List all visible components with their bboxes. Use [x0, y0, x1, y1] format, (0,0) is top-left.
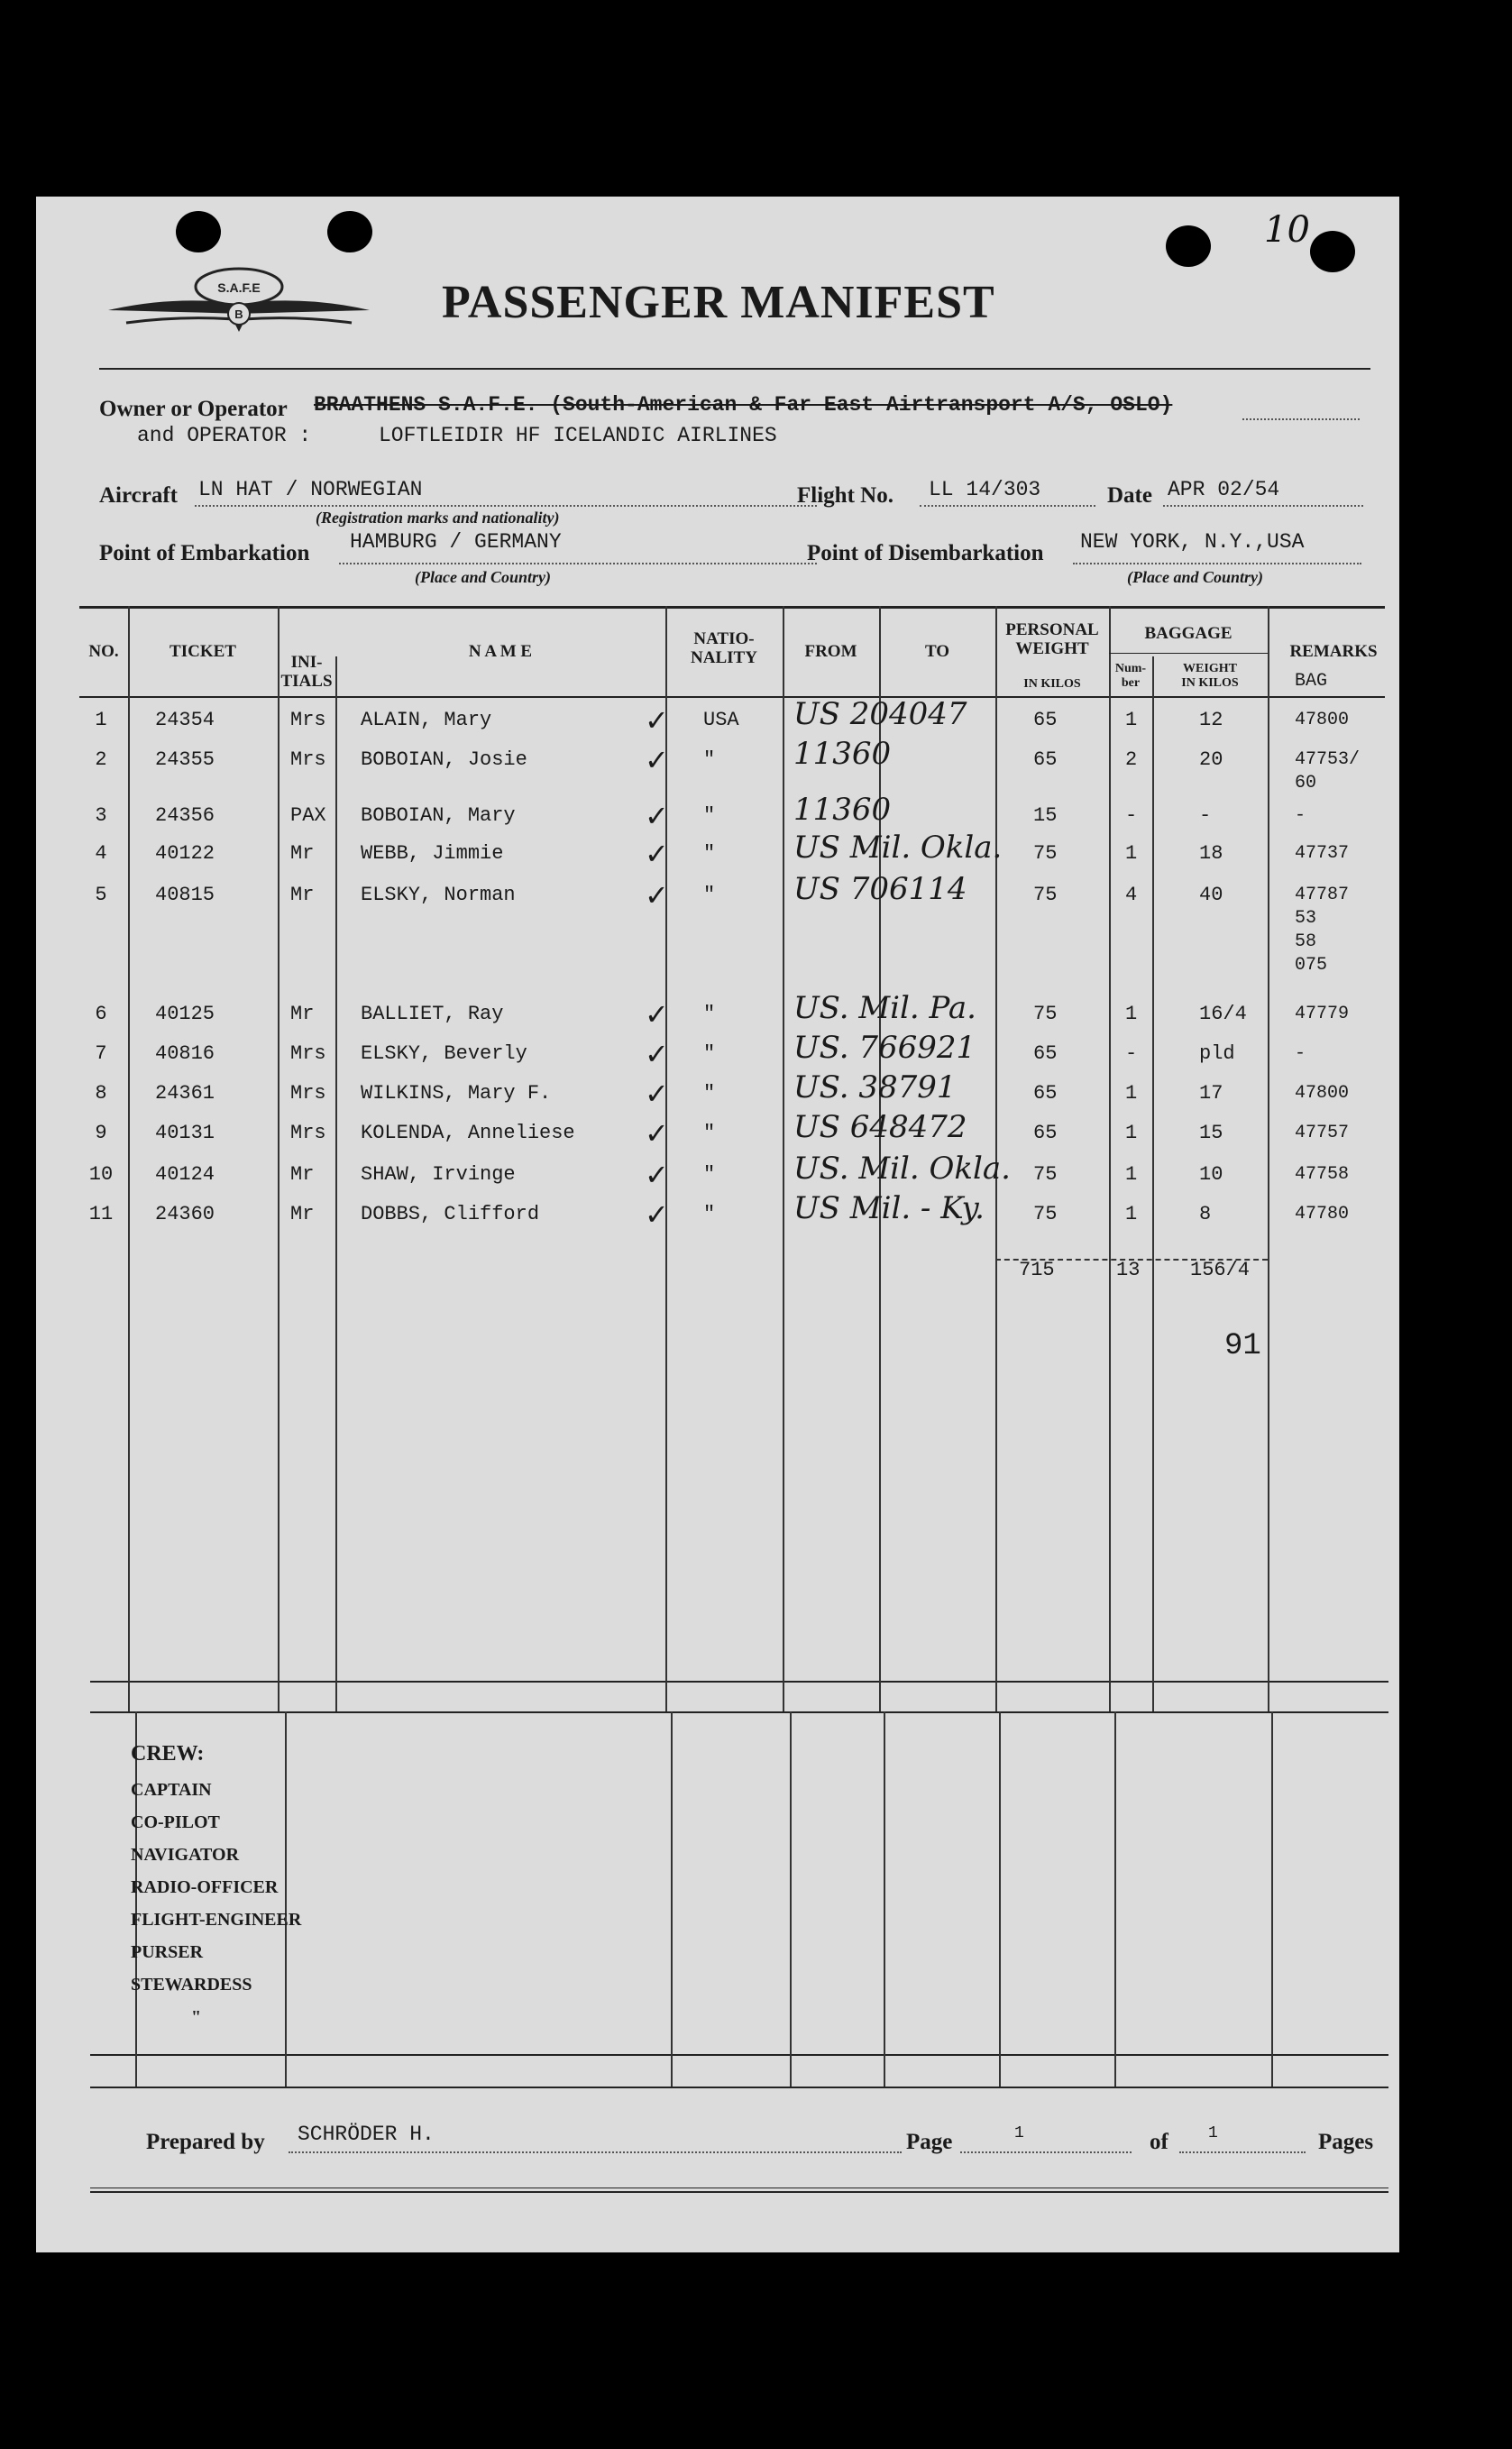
col-initials: INI- TIALS [280, 653, 333, 691]
table-row [36, 736, 1399, 793]
row-no: 11 [88, 1203, 114, 1225]
safe-wings-logo [99, 260, 379, 341]
row-weight: 65 [1033, 1082, 1058, 1105]
row-name: SHAW, Irvinge [361, 1163, 516, 1186]
row-nationality: " [703, 1203, 716, 1225]
col-bag-number: Num- ber [1114, 662, 1147, 690]
check-mark-icon: ✓ [645, 837, 669, 871]
check-mark-icon: ✓ [645, 743, 669, 777]
row-no: 4 [95, 842, 107, 865]
row-bag-weight: 15 [1199, 1122, 1223, 1144]
row-bag-weight: 16/4 [1199, 1003, 1247, 1025]
disembark-label: Point of Disembarkation [807, 541, 1044, 565]
row-weight: 15 [1033, 804, 1058, 827]
row-nationality: " [703, 1163, 716, 1186]
row-nationality: " [703, 842, 716, 865]
prepared-value: SCHRÖDER H. [298, 2123, 435, 2146]
row-ticket: 24354 [155, 709, 215, 731]
row-no: 6 [95, 1003, 107, 1025]
crew-title: CREW: [131, 1742, 205, 1766]
table-row [36, 696, 1399, 745]
row-name: BOBOIAN, Mary [361, 804, 516, 827]
crew-role: CAPTAIN [131, 1780, 212, 1800]
aircraft-hint: (Registration marks and nationality) [316, 509, 560, 527]
check-mark-icon: ✓ [645, 1077, 669, 1111]
row-handwritten-id: US Mil. - Ky. [793, 1190, 985, 1226]
row-nationality: USA [703, 709, 739, 731]
table-row [36, 1030, 1399, 1078]
row-nationality: " [703, 884, 716, 906]
table-row [36, 1069, 1399, 1118]
row-initials: Mr [290, 1163, 315, 1186]
row-handwritten-id: 11360 [793, 792, 892, 828]
row-ticket: 24360 [155, 1203, 215, 1225]
table-row [36, 871, 1399, 976]
total-bag-number: 13 [1116, 1259, 1141, 1281]
crew-role: CO-PILOT [131, 1812, 220, 1832]
crew-role: STEWARDESS [131, 1975, 252, 1995]
pages-label: Pages [1318, 2130, 1374, 2154]
crew-role: NAVIGATOR [131, 1845, 240, 1865]
aircraft-value: LN HAT / NORWEGIAN [198, 478, 423, 501]
table-row [36, 792, 1399, 840]
page-note: 10 [1264, 209, 1310, 251]
embark-label: Point of Embarkation [99, 541, 310, 565]
row-handwritten-id: US. 766921 [793, 1030, 976, 1066]
table-row [36, 1190, 1399, 1239]
col-ticket: TICKET [170, 642, 236, 661]
row-nationality: " [703, 1082, 716, 1105]
row-remarks: 47800 [1295, 1083, 1350, 1104]
col-remarks-sub: BAG [1295, 671, 1328, 692]
row-name: ELSKY, Norman [361, 884, 516, 906]
col-no: NO. [88, 642, 119, 661]
row-name: WILKINS, Mary F. [361, 1082, 552, 1105]
of-label: of [1150, 2130, 1168, 2154]
disembark-value: NEW YORK, N.Y.,USA [1080, 530, 1305, 554]
embark-hint: (Place and Country) [415, 568, 551, 586]
row-weight: 75 [1033, 1003, 1058, 1025]
crew-role: FLIGHT-ENGINEER [131, 1910, 302, 1930]
row-bag-weight: 40 [1199, 884, 1223, 906]
row-no: 7 [95, 1042, 107, 1065]
table-row [36, 1109, 1399, 1158]
row-weight: 75 [1033, 842, 1058, 865]
row-ticket: 40122 [155, 842, 215, 865]
row-handwritten-id: US. Mil. Pa. [793, 990, 976, 1026]
row-handwritten-id: 11360 [793, 736, 892, 772]
col-bag-weight: WEIGHT IN KILOS [1181, 662, 1239, 690]
row-remarks: - [1295, 1043, 1306, 1064]
check-mark-icon: ✓ [645, 1197, 669, 1232]
row-ticket: 24355 [155, 748, 215, 771]
row-remarks: 47779 [1295, 1004, 1350, 1024]
row-no: 5 [95, 884, 107, 906]
row-bag-weight: 17 [1199, 1082, 1223, 1105]
row-no: 2 [95, 748, 107, 771]
row-remarks: 47800 [1295, 710, 1350, 730]
row-ticket: 24356 [155, 804, 215, 827]
owner-value: BRAATHENS S.A.F.E. (South-American & Far East Airtransport A/S, OSLO) [314, 393, 1173, 417]
row-no: 8 [95, 1082, 107, 1105]
flight-no-value: LL 14/303 [929, 478, 1041, 501]
punch-hole [327, 211, 372, 252]
col-baggage: BAGGAGE [1144, 624, 1233, 643]
row-weight: 65 [1033, 748, 1058, 771]
row-initials: Mrs [290, 1122, 326, 1144]
row-weight: 65 [1033, 1042, 1058, 1065]
row-handwritten-id: US 204047 [793, 696, 967, 732]
row-remarks: 47753/ 60 [1295, 749, 1361, 793]
check-mark-icon: ✓ [645, 1116, 669, 1151]
row-remarks: 47787 53 58 075 [1295, 885, 1350, 976]
row-handwritten-id: US. Mil. Okla. [793, 1151, 1011, 1187]
row-handwritten-id: US 706114 [793, 871, 967, 907]
col-remarks: REMARKS [1289, 642, 1378, 661]
crew-role: PURSER [131, 1942, 204, 1962]
row-ticket: 40816 [155, 1042, 215, 1065]
manifest-sheet [36, 197, 1399, 2252]
operator-label: and OPERATOR : [137, 424, 312, 447]
note-91: 91 [1224, 1329, 1261, 1363]
total-bag-weight: 156/4 [1190, 1259, 1251, 1281]
owner-label: Owner or Operator [99, 397, 288, 421]
row-bag-number: - [1125, 804, 1138, 827]
table-row [36, 990, 1399, 1039]
col-name: N A M E [468, 642, 533, 661]
row-initials: Mr [290, 884, 315, 906]
table-row [36, 830, 1399, 878]
col-weight-unit: IN KILOS [1023, 677, 1081, 691]
date-label: Date [1107, 483, 1152, 508]
col-weight: PERSONAL WEIGHT [1005, 620, 1099, 658]
row-nationality: " [703, 804, 716, 827]
row-nationality: " [703, 1042, 716, 1065]
check-mark-icon: ✓ [645, 1158, 669, 1192]
row-initials: Mrs [290, 1082, 326, 1105]
operator-value: LOFTLEIDIR HF ICELANDIC AIRLINES [379, 424, 777, 447]
col-to: TO [924, 642, 950, 661]
check-mark-icon: ✓ [645, 703, 669, 738]
row-name: DOBBS, Clifford [361, 1203, 540, 1225]
aircraft-label: Aircraft [99, 483, 178, 508]
row-weight: 75 [1033, 1203, 1058, 1225]
row-weight: 65 [1033, 709, 1058, 731]
row-initials: Mr [290, 1003, 315, 1025]
row-bag-number: - [1125, 1042, 1138, 1065]
row-bag-weight: - [1199, 804, 1212, 827]
check-mark-icon: ✓ [645, 799, 669, 833]
row-remarks: 47780 [1295, 1204, 1350, 1224]
row-no: 9 [95, 1122, 107, 1144]
row-no: 10 [88, 1163, 114, 1186]
row-bag-number: 2 [1125, 748, 1138, 771]
row-bag-weight: 10 [1199, 1163, 1223, 1186]
row-handwritten-id: US Mil. Okla. [793, 830, 1003, 866]
of-value: 1 [1208, 2124, 1218, 2142]
check-mark-icon: ✓ [645, 878, 669, 913]
prepared-label: Prepared by [146, 2130, 265, 2154]
page-label: Page [906, 2130, 953, 2154]
col-from: FROM [804, 642, 857, 661]
row-bag-weight: 8 [1199, 1203, 1212, 1225]
row-bag-number: 1 [1125, 709, 1138, 731]
date-value: APR 02/54 [1168, 478, 1280, 501]
disembark-hint: (Place and Country) [1127, 568, 1263, 586]
row-bag-number: 1 [1125, 1122, 1138, 1144]
crew-role: " [191, 2007, 202, 2027]
row-bag-weight: pld [1199, 1042, 1235, 1065]
logo-text: S.A.F.E [217, 280, 261, 295]
row-bag-number: 1 [1125, 1003, 1138, 1025]
row-name: ELSKY, Beverly [361, 1042, 527, 1065]
row-weight: 75 [1033, 884, 1058, 906]
row-no: 1 [95, 709, 107, 731]
row-initials: Mr [290, 842, 315, 865]
row-ticket: 24361 [155, 1082, 215, 1105]
row-bag-number: 1 [1125, 1203, 1138, 1225]
check-mark-icon: ✓ [645, 1037, 669, 1071]
row-remarks: - [1295, 805, 1306, 826]
row-initials: Mrs [290, 1042, 326, 1065]
crew-role: RADIO-OFFICER [131, 1877, 279, 1897]
row-bag-weight: 20 [1199, 748, 1223, 771]
row-ticket: 40815 [155, 884, 215, 906]
row-bag-number: 4 [1125, 884, 1138, 906]
row-initials: PAX [290, 804, 326, 827]
row-handwritten-id: US 648472 [793, 1109, 967, 1145]
row-bag-number: 1 [1125, 1163, 1138, 1186]
row-name: ALAIN, Mary [361, 709, 492, 731]
row-name: BALLIET, Ray [361, 1003, 504, 1025]
row-bag-weight: 18 [1199, 842, 1223, 865]
embark-value: HAMBURG / GERMANY [350, 530, 562, 554]
page-value: 1 [1014, 2124, 1024, 2142]
row-ticket: 40125 [155, 1003, 215, 1025]
row-initials: Mrs [290, 709, 326, 731]
punch-hole [176, 211, 221, 252]
row-ticket: 40131 [155, 1122, 215, 1144]
page-title: PASSENGER MANIFEST [442, 277, 995, 328]
row-no: 3 [95, 804, 107, 827]
row-bag-number: 1 [1125, 1082, 1138, 1105]
row-initials: Mrs [290, 748, 326, 771]
punch-hole [1166, 225, 1211, 267]
row-nationality: " [703, 1122, 716, 1144]
row-bag-weight: 12 [1199, 709, 1223, 731]
col-nationality: NATIO- NALITY [691, 629, 757, 667]
logo-letter: B [234, 307, 243, 321]
row-handwritten-id: US. 38791 [793, 1069, 957, 1105]
row-remarks: 47737 [1295, 843, 1350, 864]
row-nationality: " [703, 1003, 716, 1025]
row-remarks: 47758 [1295, 1164, 1350, 1185]
table-row [36, 1151, 1399, 1199]
total-weight: 715 [1019, 1259, 1055, 1281]
row-initials: Mr [290, 1203, 315, 1225]
row-ticket: 40124 [155, 1163, 215, 1186]
row-remarks: 47757 [1295, 1123, 1350, 1143]
check-mark-icon: ✓ [645, 997, 669, 1032]
row-weight: 65 [1033, 1122, 1058, 1144]
row-bag-number: 1 [1125, 842, 1138, 865]
row-nationality: " [703, 748, 716, 771]
flight-no-label: Flight No. [797, 483, 893, 508]
punch-hole [1310, 231, 1355, 272]
row-name: KOLENDA, Anneliese [361, 1122, 575, 1144]
row-name: BOBOIAN, Josie [361, 748, 527, 771]
row-name: WEBB, Jimmie [361, 842, 504, 865]
row-weight: 75 [1033, 1163, 1058, 1186]
